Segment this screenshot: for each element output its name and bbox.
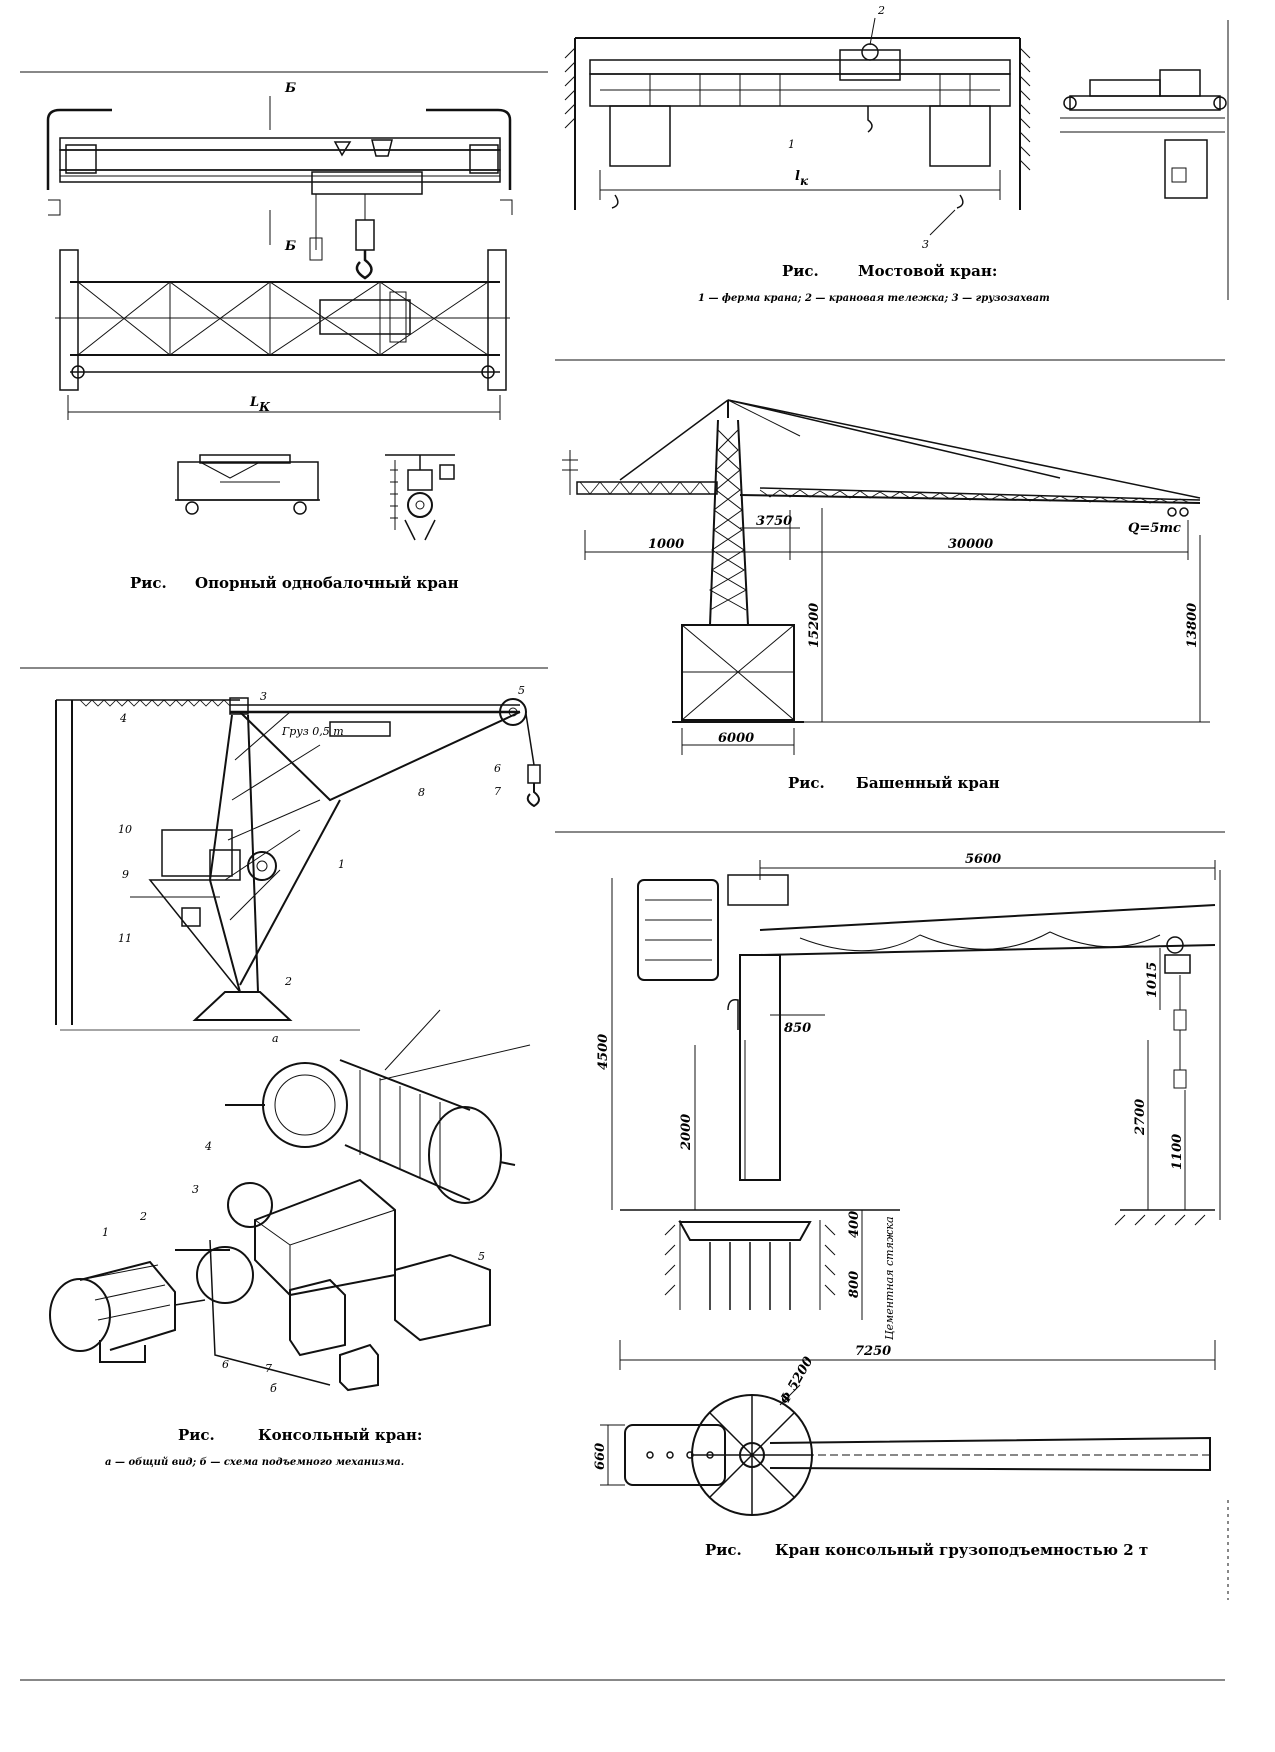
fig2-span-letter: l [795, 169, 800, 184]
fig4-callout-5: 5 [518, 684, 525, 697]
fig1-plan-view [55, 250, 510, 420]
fig4-sub-b: б [270, 1382, 277, 1395]
fig3-dim-tower-height: 15200 [807, 602, 822, 648]
fig2-callout-2: 2 [878, 4, 885, 17]
fig3-dim-offset: 3750 [756, 514, 793, 529]
fig5-dim-found-depth: 800 [847, 1270, 862, 1298]
fig1-section-label-bottom: Б [285, 239, 297, 254]
fig4-callout-11: 11 [118, 932, 132, 945]
fig5-jib-crane-2t [593, 852, 1220, 1559]
fig4-mech-callout-5: 5 [478, 1250, 485, 1263]
fig4-mech-callout-2: 2 [140, 1210, 147, 1223]
fig1-span-subscript: К [259, 400, 271, 414]
fig4-jib-crane [50, 684, 540, 1468]
fig4-callout-10: 10 [118, 823, 132, 836]
fig4-mech-callout-4: 4 [205, 1140, 212, 1153]
fig2-callout-3: 3 [922, 238, 929, 251]
fig3-caption-prefix: Рис. [788, 774, 825, 792]
fig3-load: Q=5mc [1128, 521, 1181, 536]
fig3-dim-jib: 30000 [948, 537, 994, 552]
fig5-plan [593, 1354, 1210, 1515]
fig1-span-label [249, 395, 271, 414]
fig1-caption: Опорный однобалочный кран [195, 574, 459, 592]
fig5-dim-top-gap: 1015 [1145, 961, 1160, 998]
fig4-legend: а — общий вид; б — схема подъемного механизма. [105, 1457, 405, 1468]
fig5-elevation [620, 870, 1220, 1310]
fig4-caption-prefix: Рис. [178, 1426, 215, 1444]
fig1-section-label-top: Б [285, 81, 297, 96]
fig4-callout-3: 3 [260, 690, 267, 703]
fig4-callout-6: 6 [494, 762, 501, 775]
fig4-caption: Консольный кран: [258, 1426, 423, 1444]
fig3-caption: Башенный кран [856, 774, 1000, 792]
fig5-dim-diameter: Φ 5200 [777, 1354, 817, 1407]
fig4-callout-8: 8 [418, 786, 425, 799]
fig2-legend: 1 — ферма крана; 2 — крановая тележка; 3 — грузозахват [698, 293, 1050, 304]
fig5-caption: Кран консольный грузоподъемностью 2 т [775, 1541, 1149, 1559]
fig4-hoist-mechanism [50, 1010, 530, 1395]
fig4-general-view [56, 684, 540, 1045]
fig5-cement-label: Цементная стяжка [883, 1216, 896, 1340]
fig4-load-label: Груз 0,5 т [282, 725, 344, 738]
fig1-side-view [48, 81, 512, 278]
fig4-callout-4: 4 [120, 712, 127, 725]
fig5-caption-prefix: Рис. [705, 1541, 742, 1559]
fig5-dim-offset: 850 [784, 1021, 812, 1036]
fig2-span-label [795, 169, 809, 188]
fig5-dim-total-height: 4500 [596, 1033, 611, 1070]
fig3-dim-hook-height: 13800 [1185, 602, 1200, 648]
fig5-dimensions [596, 852, 1215, 1370]
fig2-building-walls [565, 38, 1030, 210]
fig4-mech-callout-6: 6 [222, 1358, 229, 1371]
fig5-dim-total-width: 7250 [855, 1344, 892, 1359]
fig1-trolley-detail [175, 455, 320, 514]
fig3-dim-counter-jib: 1000 [648, 537, 685, 552]
fig5-dim-column-height: 2000 [679, 1113, 694, 1150]
fig1-span-letter: L [250, 395, 260, 410]
fig5-dim-found-top: 400 [847, 1210, 862, 1238]
fig3-tower [672, 400, 804, 722]
fig4-callout-7: 7 [494, 785, 501, 798]
fig4-sub-a: а [272, 1032, 279, 1045]
fig2-bridge-crane [565, 4, 1226, 304]
fig3-tower-crane [562, 400, 1210, 792]
fig5-dim-hook-min: 1100 [1170, 1133, 1185, 1170]
fig5-dim-hook-travel: 2700 [1133, 1098, 1148, 1135]
fig2-side-view [1060, 70, 1226, 198]
fig4-callout-2: 2 [285, 975, 292, 988]
fig3-dim-base: 6000 [718, 731, 755, 746]
fig1-caption-prefix: Рис. [130, 574, 167, 592]
fig4-callout-9: 9 [122, 868, 129, 881]
fig4-mech-callout-3: 3 [192, 1183, 199, 1196]
fig1-section-detail [385, 455, 455, 540]
fig2-bridge [590, 4, 1010, 251]
fig2-callout-1: 1 [788, 138, 795, 151]
fig4-mech-callout-1: 1 [102, 1226, 109, 1239]
fig1-single-girder-crane [48, 81, 512, 592]
fig5-dim-width-plan: 660 [593, 1442, 608, 1470]
fig5-dim-reach: 5600 [965, 852, 1002, 867]
fig2-span-subscript: к [799, 174, 809, 188]
fig3-jib [562, 400, 1200, 516]
fig2-caption-prefix: Рис. [782, 262, 819, 280]
fig3-dimensions [585, 508, 1210, 755]
fig2-caption: Мостовой кран: [858, 262, 998, 280]
fig4-mech-callout-7: 7 [265, 1362, 272, 1375]
fig4-callout-1: 1 [338, 858, 345, 871]
